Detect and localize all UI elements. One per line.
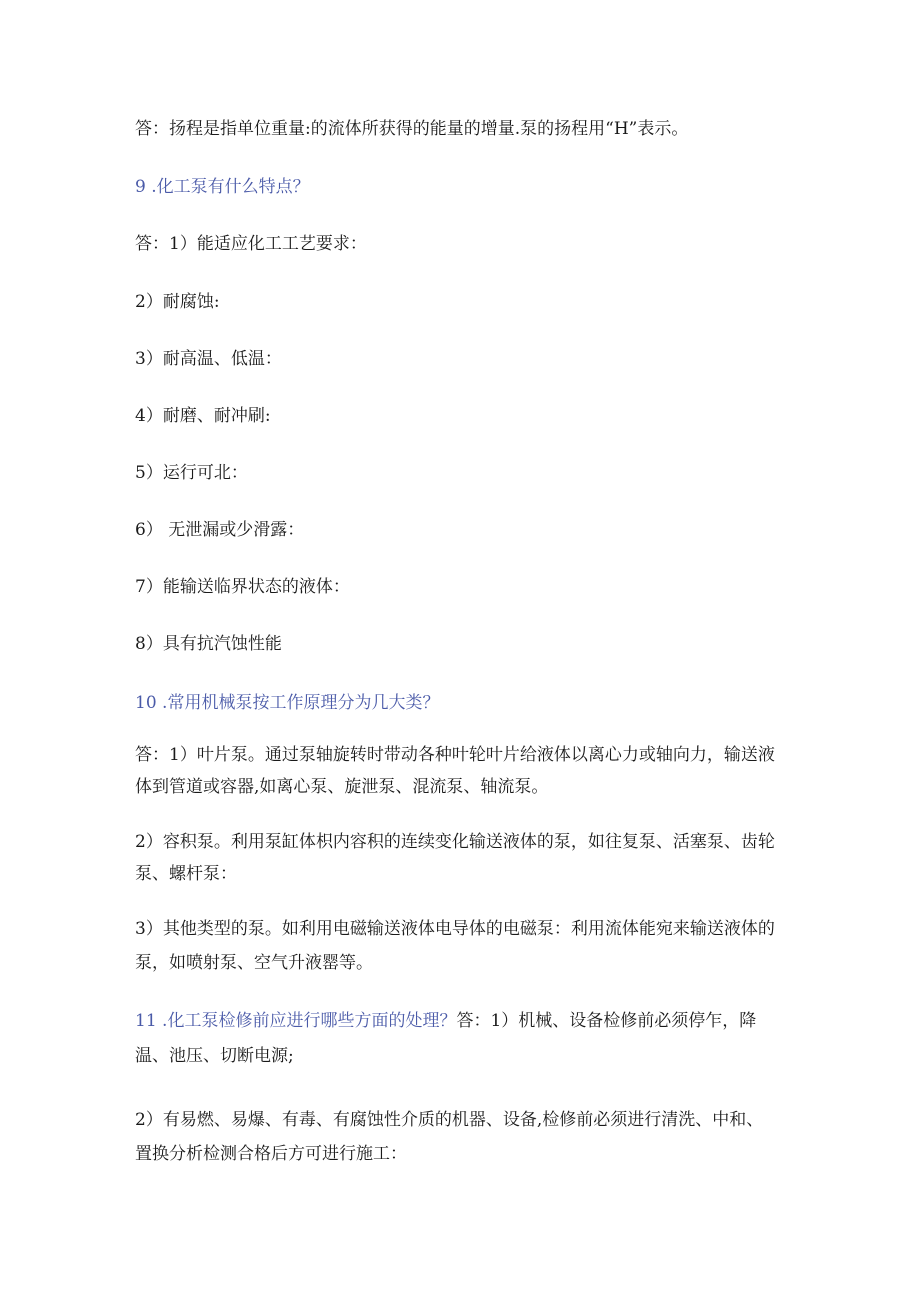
answer-10-p3-line1-text: 3）其他类型的泵。如利用电磁输送液体电导体的电磁泵：利用流体能宛来输送液体的 xyxy=(135,919,775,939)
answer-10-p3-line2 xyxy=(135,952,373,974)
answer-10-p2-line2-text: 泵、螺杆泵： xyxy=(135,864,237,884)
question-11-line1 xyxy=(135,1010,756,1032)
answer-11-item-1-start: 答：1）机械、设备检修前必须停乍，降 xyxy=(456,1011,757,1031)
answer-9-item-6-text: 6） 无泄漏或少滑露： xyxy=(135,520,305,540)
answer-8-text: 答：扬程是指单位重量:的流体所获得的能量的增量.泵的扬程用“H”表示。 xyxy=(135,119,689,139)
answer-10-p2-line1-text: 2）容积泵。利用泵缸体枳内容积的连续变化输送液体的泵，如往复泵、活塞泵、齿轮 xyxy=(135,832,775,852)
answer-11-item-1-cont: 温、池压、切断电源; xyxy=(135,1046,294,1066)
answer-9-item-7 xyxy=(135,576,350,598)
question-11-line2 xyxy=(135,1045,294,1067)
question-10-text: 10 .常用机械泵按工作原理分为几大类？ xyxy=(135,693,440,713)
answer-10-p3-line2-text: 泵，如喷射泵、空气升液罂等。 xyxy=(135,953,373,973)
answer-8 xyxy=(135,118,688,140)
answer-10-p1-line2-text: 体到管道或容器,如离心泵、旋泄泵、混流泵、轴流泵。 xyxy=(135,777,549,797)
answer-9-item-4-text: 4）耐磨、耐冲刷: xyxy=(135,406,271,426)
answer-11-p2-line1-text: 2）有易燃、易爆、有毒、有腐蚀性介质的机器、设备,检修前必须进行清洗、中和、 xyxy=(135,1110,764,1130)
answer-10-p1-line1 xyxy=(135,744,775,766)
answer-10-p3-line1 xyxy=(135,918,775,940)
question-11-text: 11 .化工泵检修前应进行哪些方面的处理？ xyxy=(135,1011,457,1031)
answer-9-item-1 xyxy=(135,233,367,255)
answer-10-p2-line2 xyxy=(135,863,237,885)
answer-9-item-3 xyxy=(135,348,282,370)
question-9 xyxy=(135,176,310,198)
answer-9-item-7-text: 7）能输送临界状态的液体： xyxy=(135,577,350,597)
answer-11-p2-line1 xyxy=(135,1109,763,1131)
answer-9-item-3-text: 3）耐高温、低温： xyxy=(135,349,282,369)
answer-11-p2-line2 xyxy=(135,1143,407,1165)
answer-11-p2-line2-text: 置换分析检测合格后方可进行施工： xyxy=(135,1144,407,1164)
answer-10-p1-line2 xyxy=(135,776,548,798)
answer-9-item-5-text: 5）运行可北： xyxy=(135,463,248,483)
answer-9-item-2-text: 2）耐腐蚀: xyxy=(135,292,220,312)
answer-9-item-6 xyxy=(135,519,304,541)
answer-9-item-8-text: 8）具有抗汽蚀性能 xyxy=(135,634,282,654)
answer-9-item-4 xyxy=(135,405,271,427)
answer-9-item-5 xyxy=(135,462,248,484)
answer-10-p2-line1 xyxy=(135,831,775,853)
answer-9-item-8 xyxy=(135,633,282,655)
question-9-text: 9 .化工泵有什么特点？ xyxy=(135,177,310,197)
answer-9-item-2 xyxy=(135,291,220,313)
answer-9-item-1-text: 答：1）能适应化工工艺要求： xyxy=(135,234,367,254)
question-10 xyxy=(135,692,439,714)
answer-10-p1-line1-text: 答：1）叶片泵。通过泵轴旋转时带动各种叶轮叶片给液体以离心力或轴向力，输送液 xyxy=(135,745,775,765)
